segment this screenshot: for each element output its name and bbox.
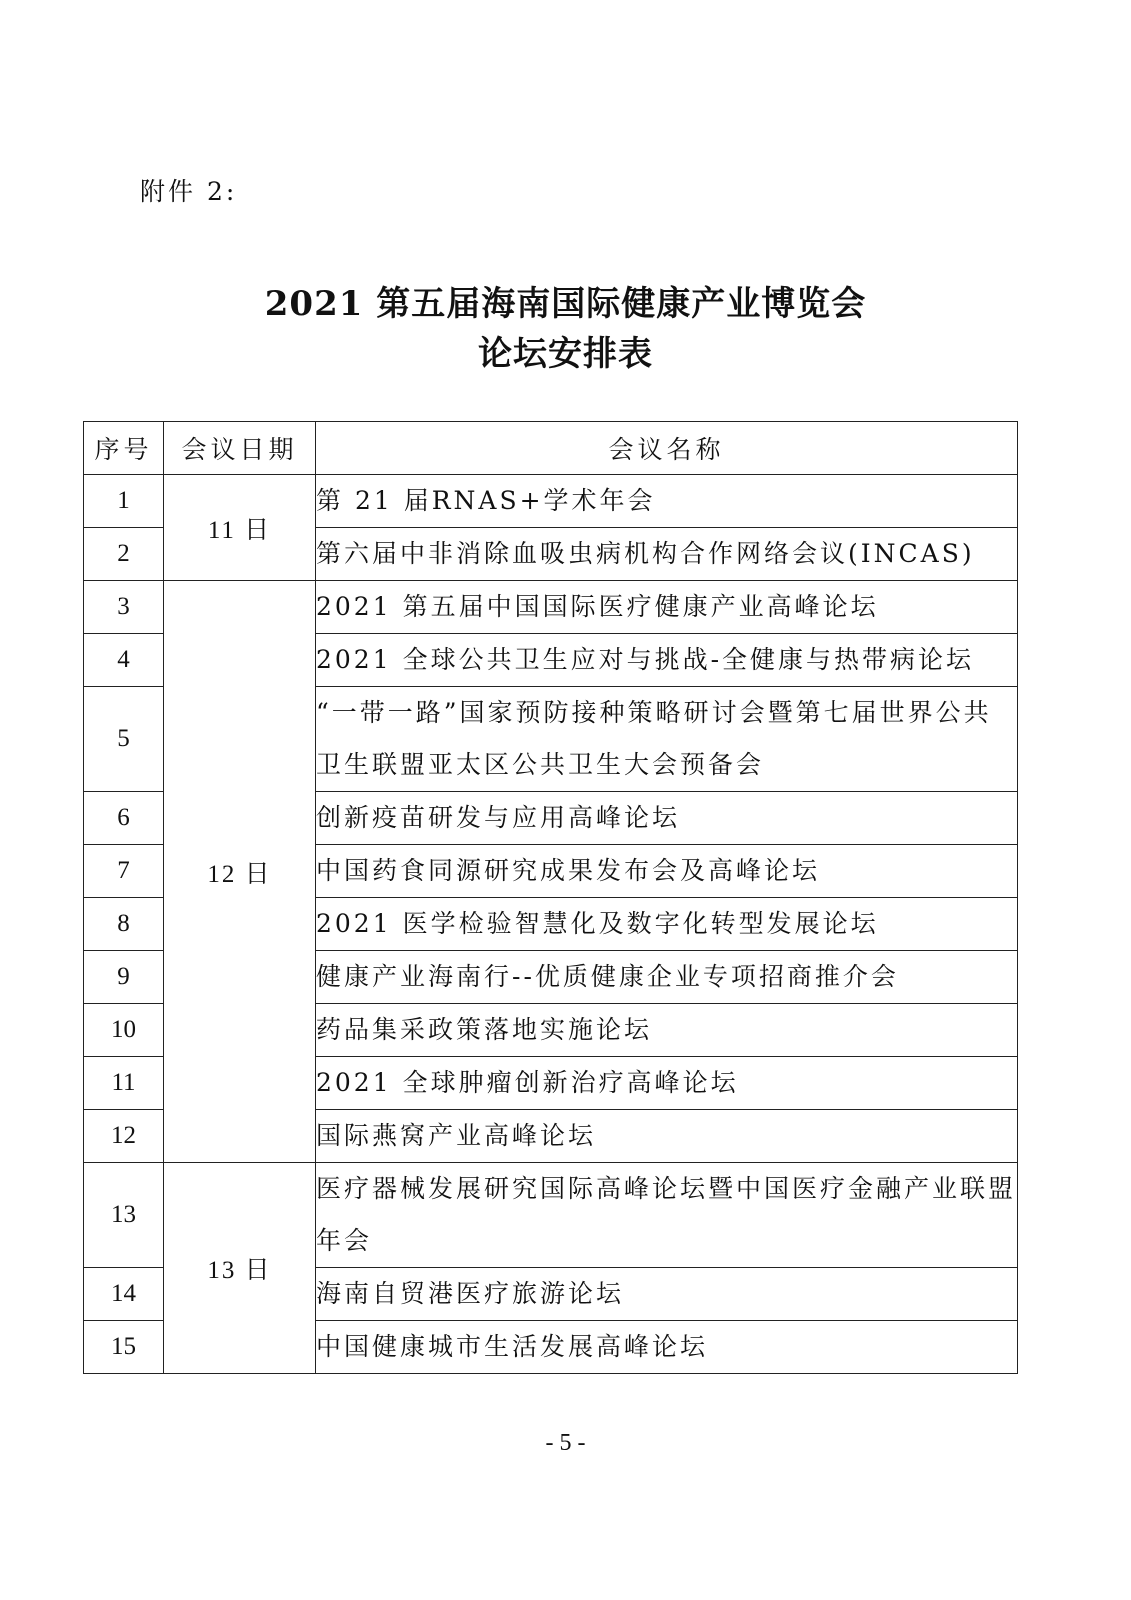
row-name: 2021 全球公共卫生应对与挑战-全健康与热带病论坛 [316, 634, 1018, 687]
row-name: 中国药食同源研究成果发布会及高峰论坛 [316, 845, 1018, 898]
row-name: 医疗器械发展研究国际高峰论坛暨中国医疗金融产业联盟年会 [316, 1163, 1018, 1268]
row-no: 2 [84, 528, 164, 581]
row-no: 3 [84, 581, 164, 634]
date-cell-12: 12 日 [164, 581, 316, 1163]
row-no: 14 [84, 1268, 164, 1321]
row-name: 2021 医学检验智慧化及数字化转型发展论坛 [316, 898, 1018, 951]
row-name: 健康产业海南行--优质健康企业专项招商推介会 [316, 951, 1018, 1004]
page-number: - 5 - [545, 1430, 586, 1456]
table-row [84, 581, 1018, 634]
row-no: 6 [84, 792, 164, 845]
row-name: 海南自贸港医疗旅游论坛 [316, 1268, 1018, 1321]
document-title-line1: 2021 第五届海南国际健康产业博览会 [264, 284, 867, 324]
row-no: 11 [84, 1057, 164, 1110]
row-name: 第六届中非消除血吸虫病机构合作网络会议(INCAS) [316, 528, 1018, 581]
row-name: 第 21 届RNAS+学术年会 [316, 475, 1018, 528]
date-cell-13: 13 日 [164, 1163, 316, 1374]
document-title-line2: 论坛安排表 [478, 334, 653, 374]
row-no: 5 [84, 687, 164, 792]
row-no: 4 [84, 634, 164, 687]
row-no: 12 [84, 1110, 164, 1163]
table-row [84, 475, 1018, 528]
forum-schedule-table [83, 421, 1018, 1374]
row-no: 1 [84, 475, 164, 528]
row-name: 创新疫苗研发与应用高峰论坛 [316, 792, 1018, 845]
row-no: 10 [84, 1004, 164, 1057]
row-no: 7 [84, 845, 164, 898]
row-name: “一带一路”国家预防接种策略研讨会暨第七届世界公共卫生联盟亚太区公共卫生大会预备会 [316, 687, 1018, 792]
date-cell-11: 11 日 [164, 475, 316, 581]
row-name: 2021 全球肿瘤创新治疗高峰论坛 [316, 1057, 1018, 1110]
header-no: 序号 [84, 422, 164, 475]
attachment-label: 附件 2: [140, 177, 238, 206]
header-date: 会议日期 [164, 422, 316, 475]
table-row [84, 1163, 1018, 1268]
row-no: 9 [84, 951, 164, 1004]
row-name: 国际燕窝产业高峰论坛 [316, 1110, 1018, 1163]
row-no: 15 [84, 1321, 164, 1374]
row-name: 药品集采政策落地实施论坛 [316, 1004, 1018, 1057]
row-name: 中国健康城市生活发展高峰论坛 [316, 1321, 1018, 1374]
table-header-row [84, 422, 1018, 475]
row-no: 8 [84, 898, 164, 951]
row-no: 13 [84, 1163, 164, 1268]
header-name: 会议名称 [316, 422, 1018, 475]
row-name: 2021 第五届中国国际医疗健康产业高峰论坛 [316, 581, 1018, 634]
